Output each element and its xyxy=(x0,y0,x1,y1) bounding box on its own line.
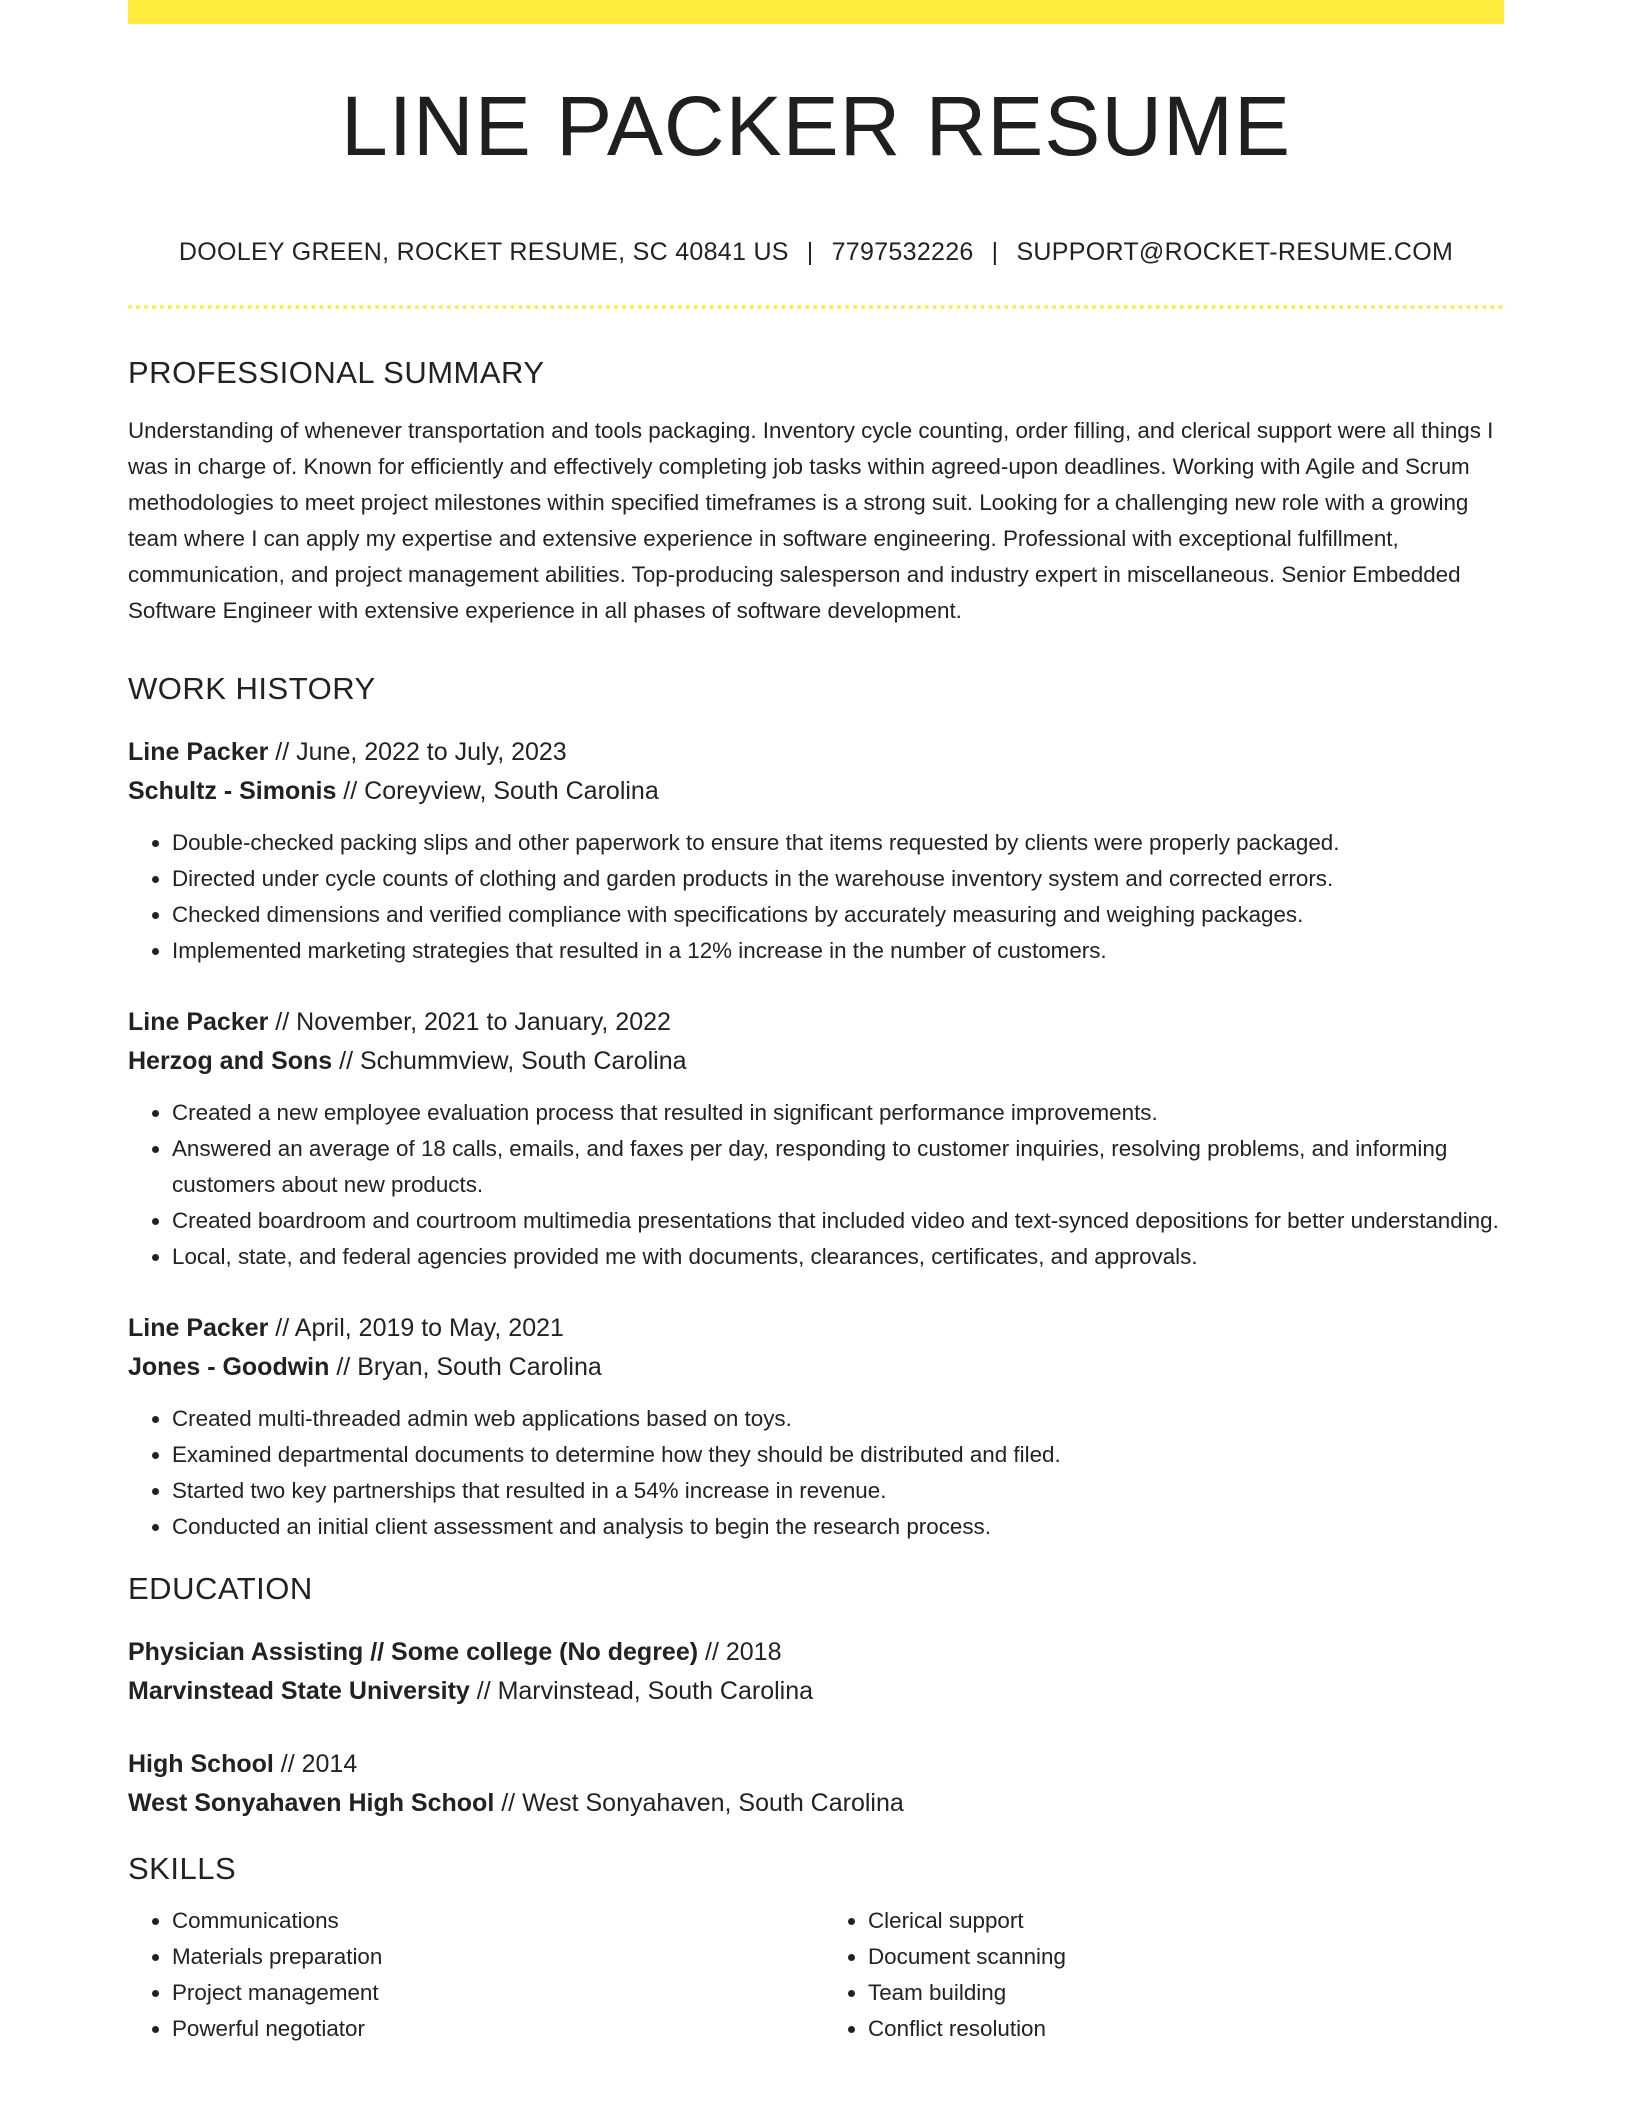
job-entry xyxy=(128,733,1504,969)
summary-heading: PROFESSIONAL SUMMARY xyxy=(128,355,545,390)
education-entry xyxy=(128,1633,1504,1711)
work-history-heading: WORK HISTORY xyxy=(128,671,376,706)
list-item: • Started two key partnerships that resulted in a 54% increase in revenue. xyxy=(172,1473,1504,1509)
list-item: • Examined departmental documents to determine how they should be distributed and filed. xyxy=(172,1437,1504,1473)
education-degree-line xyxy=(128,1633,1504,1672)
job-company-line xyxy=(128,1348,1504,1387)
skill-item: • Conflict resolution xyxy=(868,2011,1504,2047)
skills-column-left xyxy=(128,1903,816,2047)
job-company: Jones - Goodwin xyxy=(128,1353,330,1381)
skill-item: • Communications xyxy=(172,1903,816,1939)
skills-column-right xyxy=(816,1903,1504,2047)
education-location: // West Sonyahaven, South Carolina xyxy=(494,1789,904,1817)
education-degree-line xyxy=(128,1745,1504,1784)
resume-page xyxy=(128,0,1504,2047)
list-item: • Checked dimensions and verified compliance with specifications by accurately measuring and weighing packages. xyxy=(172,897,1504,933)
job-title: Line Packer xyxy=(128,1008,269,1036)
job-entry xyxy=(128,1003,1504,1275)
education-degree: Physician Assisting // Some college (No degree) xyxy=(128,1638,699,1666)
job-dates: // April, 2019 to May, 2021 xyxy=(268,1314,564,1342)
education-school-line xyxy=(128,1672,1504,1711)
list-item: • Local, state, and federal agencies provided me with documents, clearances, certificates, and approvals. xyxy=(172,1239,1504,1275)
education-entry xyxy=(128,1745,1504,1823)
contact-email[interactable]: SUPPORT@ROCKET-RESUME.COM xyxy=(1016,238,1454,266)
job-dates: // June, 2022 to July, 2023 xyxy=(268,738,567,766)
job-title: Line Packer xyxy=(128,738,269,766)
skills-heading: SKILLS xyxy=(128,1851,237,1886)
job-location: // Bryan, South Carolina xyxy=(329,1353,602,1381)
skill-item: • Materials preparation xyxy=(172,1939,816,1975)
education-school-line xyxy=(128,1784,1504,1823)
job-company-line xyxy=(128,1042,1504,1081)
education-heading: EDUCATION xyxy=(128,1571,313,1606)
job-title-line xyxy=(128,733,1504,772)
job-bullets xyxy=(128,825,1504,969)
education-school: West Sonyahaven High School xyxy=(128,1789,495,1817)
job-bullets xyxy=(128,1095,1504,1275)
contact-line xyxy=(128,238,1504,267)
contact-address: DOOLEY GREEN, ROCKET RESUME, SC 40841 US xyxy=(178,238,789,266)
job-location: // Schummview, South Carolina xyxy=(332,1047,687,1075)
skills-list xyxy=(128,1903,1504,2047)
dotted-divider xyxy=(128,305,1504,309)
skill-item: • Team building xyxy=(868,1975,1504,2011)
job-company-line xyxy=(128,772,1504,811)
list-item: • Answered an average of 18 calls, emails, and faxes per day, responding to customer inquiries, resolving problems, and informing customers about new products. xyxy=(172,1131,1504,1203)
education-degree: High School xyxy=(128,1750,274,1778)
list-item: • Double-checked packing slips and other paperwork to ensure that items requested by clients were properly packaged. xyxy=(172,825,1504,861)
list-item: • Created boardroom and courtroom multimedia presentations that included video and text-synced depositions for better understanding. xyxy=(172,1203,1504,1239)
education-location: // Marvinstead, South Carolina xyxy=(469,1677,814,1705)
job-title: Line Packer xyxy=(128,1314,269,1342)
accent-bar xyxy=(128,0,1504,24)
job-dates: // November, 2021 to January, 2022 xyxy=(268,1008,671,1036)
job-title-line xyxy=(128,1003,1504,1042)
education-year: // 2014 xyxy=(273,1750,358,1778)
job-company: Schultz - Simonis xyxy=(128,777,337,805)
summary-text: Understanding of whenever transportation and tools packaging. Inventory cycle counting, order filling, and clerical support were all things I was in charge of. Known for efficiently and effectively completing job tasks within agreed-upon deadlines. Working with Agile and Scrum methodologies to meet project milestones within specified timeframes is a strong suit. Looking for a challenging new role with a growing team where I can apply my expertise and extensive experience in software engineering. Professional with exceptional fulfillment, communication, and project management abilities. Top-producing salesperson and industry expert in miscellaneous. Senior Embedded Software Engineer with extensive experience in all phases of software development. xyxy=(128,418,1494,623)
skill-item: • Clerical support xyxy=(868,1903,1504,1939)
list-item: • Implemented marketing strategies that resulted in a 12% increase in the number of customers. xyxy=(172,933,1504,969)
job-entry xyxy=(128,1309,1504,1545)
education-school: Marvinstead State University xyxy=(128,1677,470,1705)
list-item: • Conducted an initial client assessment and analysis to begin the research process. xyxy=(172,1509,1504,1545)
contact-separator: | xyxy=(991,238,999,266)
list-item: • Created a new employee evaluation process that resulted in significant performance improvements. xyxy=(172,1095,1504,1131)
list-item: • Directed under cycle counts of clothing and garden products in the warehouse inventory system and corrected errors. xyxy=(172,861,1504,897)
job-company: Herzog and Sons xyxy=(128,1047,333,1075)
job-location: // Coreyview, South Carolina xyxy=(336,777,659,805)
skill-item: • Powerful negotiator xyxy=(172,2011,816,2047)
contact-separator: | xyxy=(806,238,814,266)
skill-item: • Project management xyxy=(172,1975,816,2011)
job-title-line xyxy=(128,1309,1504,1348)
list-item: • Created multi-threaded admin web applications based on toys. xyxy=(172,1401,1504,1437)
job-bullets xyxy=(128,1401,1504,1545)
contact-phone: 7797532226 xyxy=(831,238,974,266)
resume-title: LINE PACKER RESUME xyxy=(341,79,1291,173)
skill-item: • Document scanning xyxy=(868,1939,1504,1975)
education-year: // 2018 xyxy=(698,1638,782,1666)
